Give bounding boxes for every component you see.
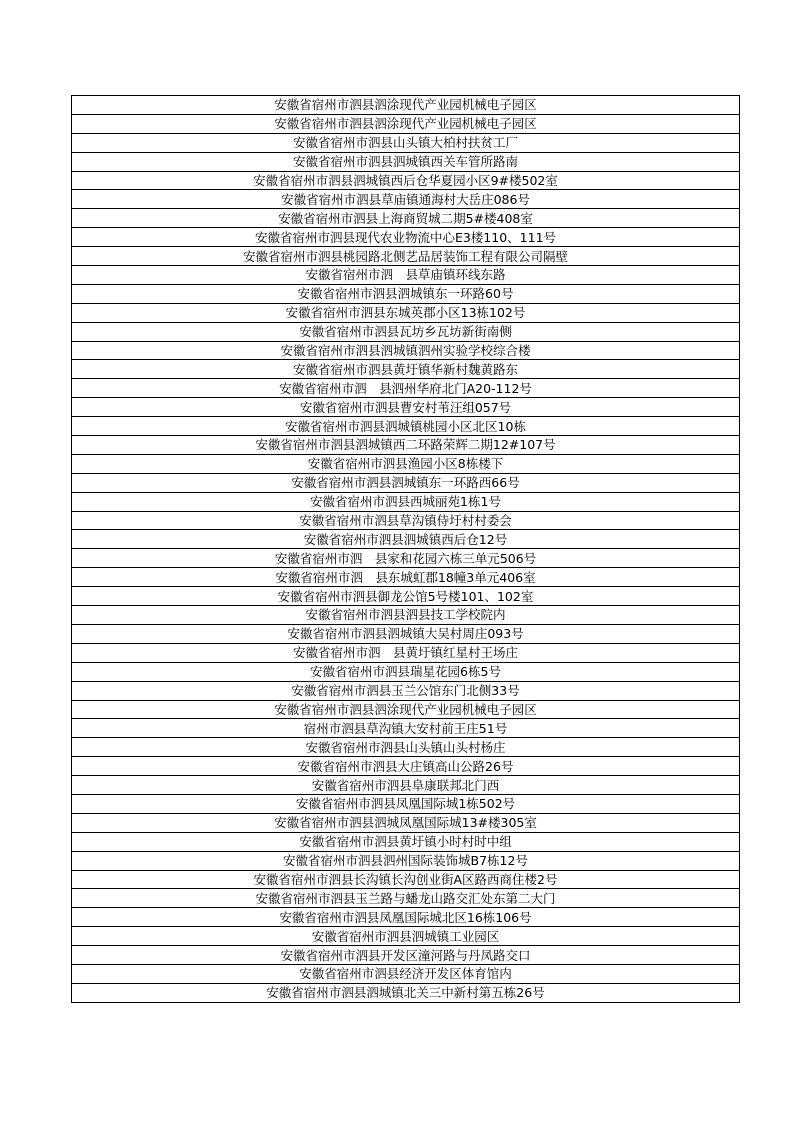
table-row bbox=[72, 379, 740, 398]
table-row bbox=[72, 662, 740, 681]
address-cell: 安徽省宿州市泗 县泗州华府北门A20-112号 bbox=[72, 379, 740, 398]
table-row bbox=[72, 228, 740, 247]
address-cell: 安徽省宿州市泗县西城丽苑1栋1号 bbox=[72, 492, 740, 511]
table-row bbox=[72, 738, 740, 757]
table-row bbox=[72, 832, 740, 851]
table-row bbox=[72, 398, 740, 417]
address-cell: 安徽省宿州市泗 县东城虹郡18幢3单元406室 bbox=[72, 568, 740, 587]
address-table-body bbox=[72, 96, 740, 1003]
table-row bbox=[72, 964, 740, 983]
address-cell: 安徽省宿州市泗县泗城镇西后仓12号 bbox=[72, 530, 740, 549]
address-cell: 安徽省宿州市泗县渔园小区8栋楼下 bbox=[72, 454, 740, 473]
address-cell: 安徽省宿州市泗县桃园路北侧艺品居装饰工程有限公司隔壁 bbox=[72, 247, 740, 266]
table-row bbox=[72, 757, 740, 776]
table-row bbox=[72, 927, 740, 946]
address-cell: 安徽省宿州市泗县草沟镇侍圩村村委会 bbox=[72, 511, 740, 530]
table-row bbox=[72, 360, 740, 379]
table-row bbox=[72, 946, 740, 965]
table-row bbox=[72, 606, 740, 625]
table-row bbox=[72, 530, 740, 549]
table-row bbox=[72, 587, 740, 606]
address-cell: 安徽省宿州市泗县泗城镇大吴村周庄093号 bbox=[72, 624, 740, 643]
address-cell: 安徽省宿州市泗县山头镇山头村杨庄 bbox=[72, 738, 740, 757]
table-row bbox=[72, 303, 740, 322]
table-row bbox=[72, 96, 740, 115]
table-row bbox=[72, 794, 740, 813]
address-cell: 安徽省宿州市泗县泗城镇桃园小区北区10栋 bbox=[72, 417, 740, 436]
table-row bbox=[72, 190, 740, 209]
address-cell: 安徽省宿州市泗县开发区潼河路与丹凤路交口 bbox=[72, 946, 740, 965]
address-cell: 安徽省宿州市泗县泗涂现代产业园机械电子园区 bbox=[72, 114, 740, 133]
address-cell: 安徽省宿州市泗县泗城镇西后仓华夏园小区9#楼502室 bbox=[72, 171, 740, 190]
table-row bbox=[72, 643, 740, 662]
address-cell: 安徽省宿州市泗县东城英郡小区13栋102号 bbox=[72, 303, 740, 322]
address-cell: 安徽省宿州市泗县泗城镇东一环路60号 bbox=[72, 284, 740, 303]
table-row bbox=[72, 209, 740, 228]
table-row bbox=[72, 870, 740, 889]
address-cell: 安徽省宿州市泗县泗城镇西关车管所路南 bbox=[72, 152, 740, 171]
table-row bbox=[72, 436, 740, 455]
address-cell: 安徽省宿州市泗 县黄圩镇红星村王场庄 bbox=[72, 643, 740, 662]
address-cell: 安徽省宿州市泗县泗涂现代产业园机械电子园区 bbox=[72, 96, 740, 115]
address-cell: 安徽省宿州市泗县经济开发区体育馆内 bbox=[72, 964, 740, 983]
address-cell: 安徽省宿州市泗县大庄镇高山公路26号 bbox=[72, 757, 740, 776]
address-cell: 安徽省宿州市泗县泗城镇工业园区 bbox=[72, 927, 740, 946]
address-cell: 安徽省宿州市泗 县家和花园六栋三单元506号 bbox=[72, 549, 740, 568]
table-row bbox=[72, 908, 740, 927]
table-row bbox=[72, 454, 740, 473]
address-cell: 安徽省宿州市泗县黄圩镇小时村时中组 bbox=[72, 832, 740, 851]
address-cell: 安徽省宿州市泗县现代农业物流中心E3楼110、111号 bbox=[72, 228, 740, 247]
address-cell: 安徽省宿州市泗县泗县技工学校院内 bbox=[72, 606, 740, 625]
table-row bbox=[72, 284, 740, 303]
table-row bbox=[72, 341, 740, 360]
address-cell: 安徽省宿州市泗县山头镇大柏村扶贫工厂 bbox=[72, 133, 740, 152]
address-cell: 安徽省宿州市泗县凤凰国际城北区16栋106号 bbox=[72, 908, 740, 927]
address-cell: 安徽省宿州市泗县曹安村苇汪组057号 bbox=[72, 398, 740, 417]
table-row bbox=[72, 511, 740, 530]
address-cell: 安徽省宿州市泗县泗城镇泗州实验学校综合楼 bbox=[72, 341, 740, 360]
address-cell: 安徽省宿州市泗县御龙公馆5号楼101、102室 bbox=[72, 587, 740, 606]
address-cell: 安徽省宿州市泗县瓦坊乡瓦坊新街南侧 bbox=[72, 322, 740, 341]
address-cell: 安徽省宿州市泗县泗涂现代产业园机械电子园区 bbox=[72, 700, 740, 719]
table-row bbox=[72, 776, 740, 795]
address-cell: 安徽省宿州市泗 县草庙镇环线东路 bbox=[72, 266, 740, 285]
table-row bbox=[72, 171, 740, 190]
table-row bbox=[72, 417, 740, 436]
address-cell: 安徽省宿州市泗县阜康联邦北门西 bbox=[72, 776, 740, 795]
table-row bbox=[72, 247, 740, 266]
table-row bbox=[72, 813, 740, 832]
address-cell: 安徽省宿州市泗县长沟镇长沟创业街A区路西商住楼2号 bbox=[72, 870, 740, 889]
table-row bbox=[72, 114, 740, 133]
table-row bbox=[72, 152, 740, 171]
table-row bbox=[72, 473, 740, 492]
address-cell: 安徽省宿州市泗县玉兰路与蟠龙山路交汇处东第二大门 bbox=[72, 889, 740, 908]
table-row bbox=[72, 568, 740, 587]
table-row bbox=[72, 681, 740, 700]
table-row bbox=[72, 851, 740, 870]
address-cell: 安徽省宿州市泗县草庙镇通海村大岳庄086号 bbox=[72, 190, 740, 209]
table-row bbox=[72, 889, 740, 908]
table-row bbox=[72, 266, 740, 285]
table-row bbox=[72, 719, 740, 738]
address-cell: 安徽省宿州市泗县黄圩镇华新村魏黄路东 bbox=[72, 360, 740, 379]
address-table bbox=[71, 95, 740, 1003]
address-cell: 安徽省宿州市泗县泗城镇北关三中新村第五栋26号 bbox=[72, 983, 740, 1002]
address-cell: 安徽省宿州市泗县玉兰公馆东门北侧33号 bbox=[72, 681, 740, 700]
table-row bbox=[72, 322, 740, 341]
address-cell: 安徽省宿州市泗县瑞星花园6栋5号 bbox=[72, 662, 740, 681]
address-cell: 安徽省宿州市泗县泗城镇西二环路荣辉二期12#107号 bbox=[72, 436, 740, 455]
table-row bbox=[72, 624, 740, 643]
table-row bbox=[72, 549, 740, 568]
table-row bbox=[72, 700, 740, 719]
address-cell: 宿州市泗县草沟镇大安村前王庄51号 bbox=[72, 719, 740, 738]
table-row bbox=[72, 492, 740, 511]
address-cell: 安徽省宿州市泗县泗州国际装饰城B7栋12号 bbox=[72, 851, 740, 870]
address-cell: 安徽省宿州市泗县上海商贸城二期5#楼408室 bbox=[72, 209, 740, 228]
table-row bbox=[72, 133, 740, 152]
address-cell: 安徽省宿州市泗县泗城镇东一环路西66号 bbox=[72, 473, 740, 492]
table-row bbox=[72, 983, 740, 1002]
address-cell: 安徽省宿州市泗县泗城凤凰国际城13#楼305室 bbox=[72, 813, 740, 832]
address-cell: 安徽省宿州市泗县凤凰国际城1栋502号 bbox=[72, 794, 740, 813]
